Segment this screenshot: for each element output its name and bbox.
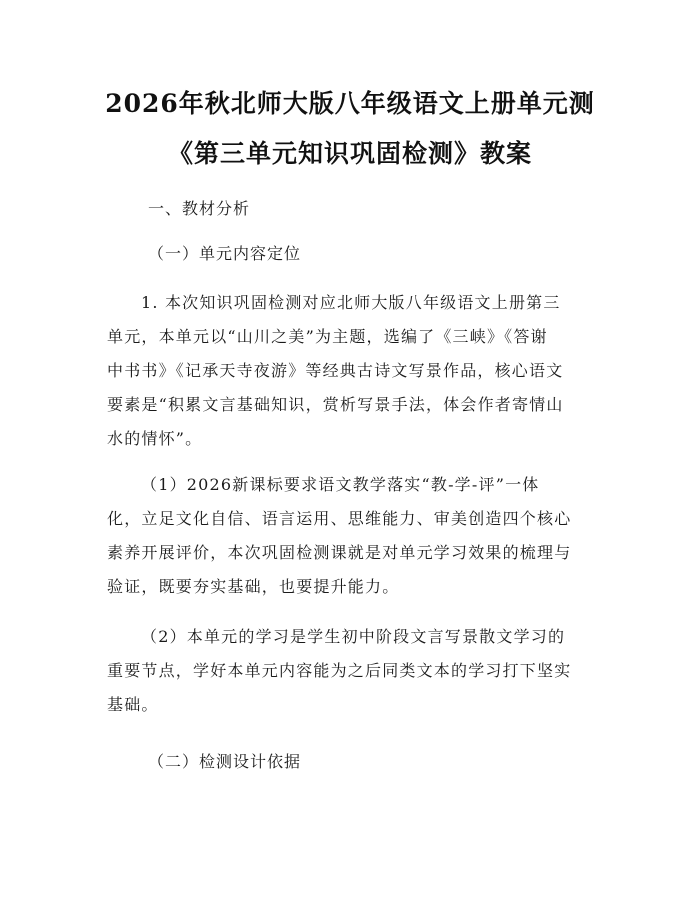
paragraph-line: 要素是“积累文言基础知识，赏析写景手法，体会作者寄情山: [107, 395, 564, 414]
document-title-line-1: 2026年秋北师大版八年级语文上册单元测: [105, 89, 595, 118]
paragraph-line: （2）本单元的学习是学生初中阶段文言写景散文学习的: [141, 627, 566, 646]
paragraph-line: 素养开展评价，本次巩固检测课就是对单元学习效果的梳理与: [107, 543, 572, 562]
section-heading-teaching-material-analysis: 一、教材分析: [148, 199, 251, 218]
paragraph-line: （1）2026新课标要求语文教学落实“教-学-评”一体: [141, 475, 540, 494]
paragraph-curriculum-standard: [107, 468, 599, 604]
document-title-line-2: 《第三单元知识巩固检测》教案: [167, 139, 532, 168]
paragraph-line: 1. 本次知识巩固检测对应北师大版八年级语文上册第三: [141, 293, 561, 312]
paragraph-line: 单元，本单元以“山川之美”为主题，选编了《三峡》《答谢: [107, 327, 548, 346]
subsection-heading-test-design-basis: （二）检测设计依据: [148, 752, 302, 771]
paragraph-line: 重要节点，学好本单元内容能为之后同类文本的学习打下坚实: [107, 661, 572, 680]
paragraph-line: 验证，既要夯实基础，也要提升能力。: [107, 577, 400, 596]
paragraph-line: 水的情怀”。: [107, 429, 203, 448]
paragraph-line: 中书书》《记承天寺夜游》等经典古诗文写景作品，核心语文: [107, 361, 564, 380]
paragraph-line: 化，立足文化自信、语言运用、思维能力、审美创造四个核心: [107, 509, 572, 528]
paragraph-line: 基础。: [107, 695, 159, 714]
paragraph-unit-importance: [107, 620, 599, 722]
subsection-heading-unit-content: （一）单元内容定位: [148, 244, 302, 263]
paragraph-unit-overview: [107, 286, 599, 456]
